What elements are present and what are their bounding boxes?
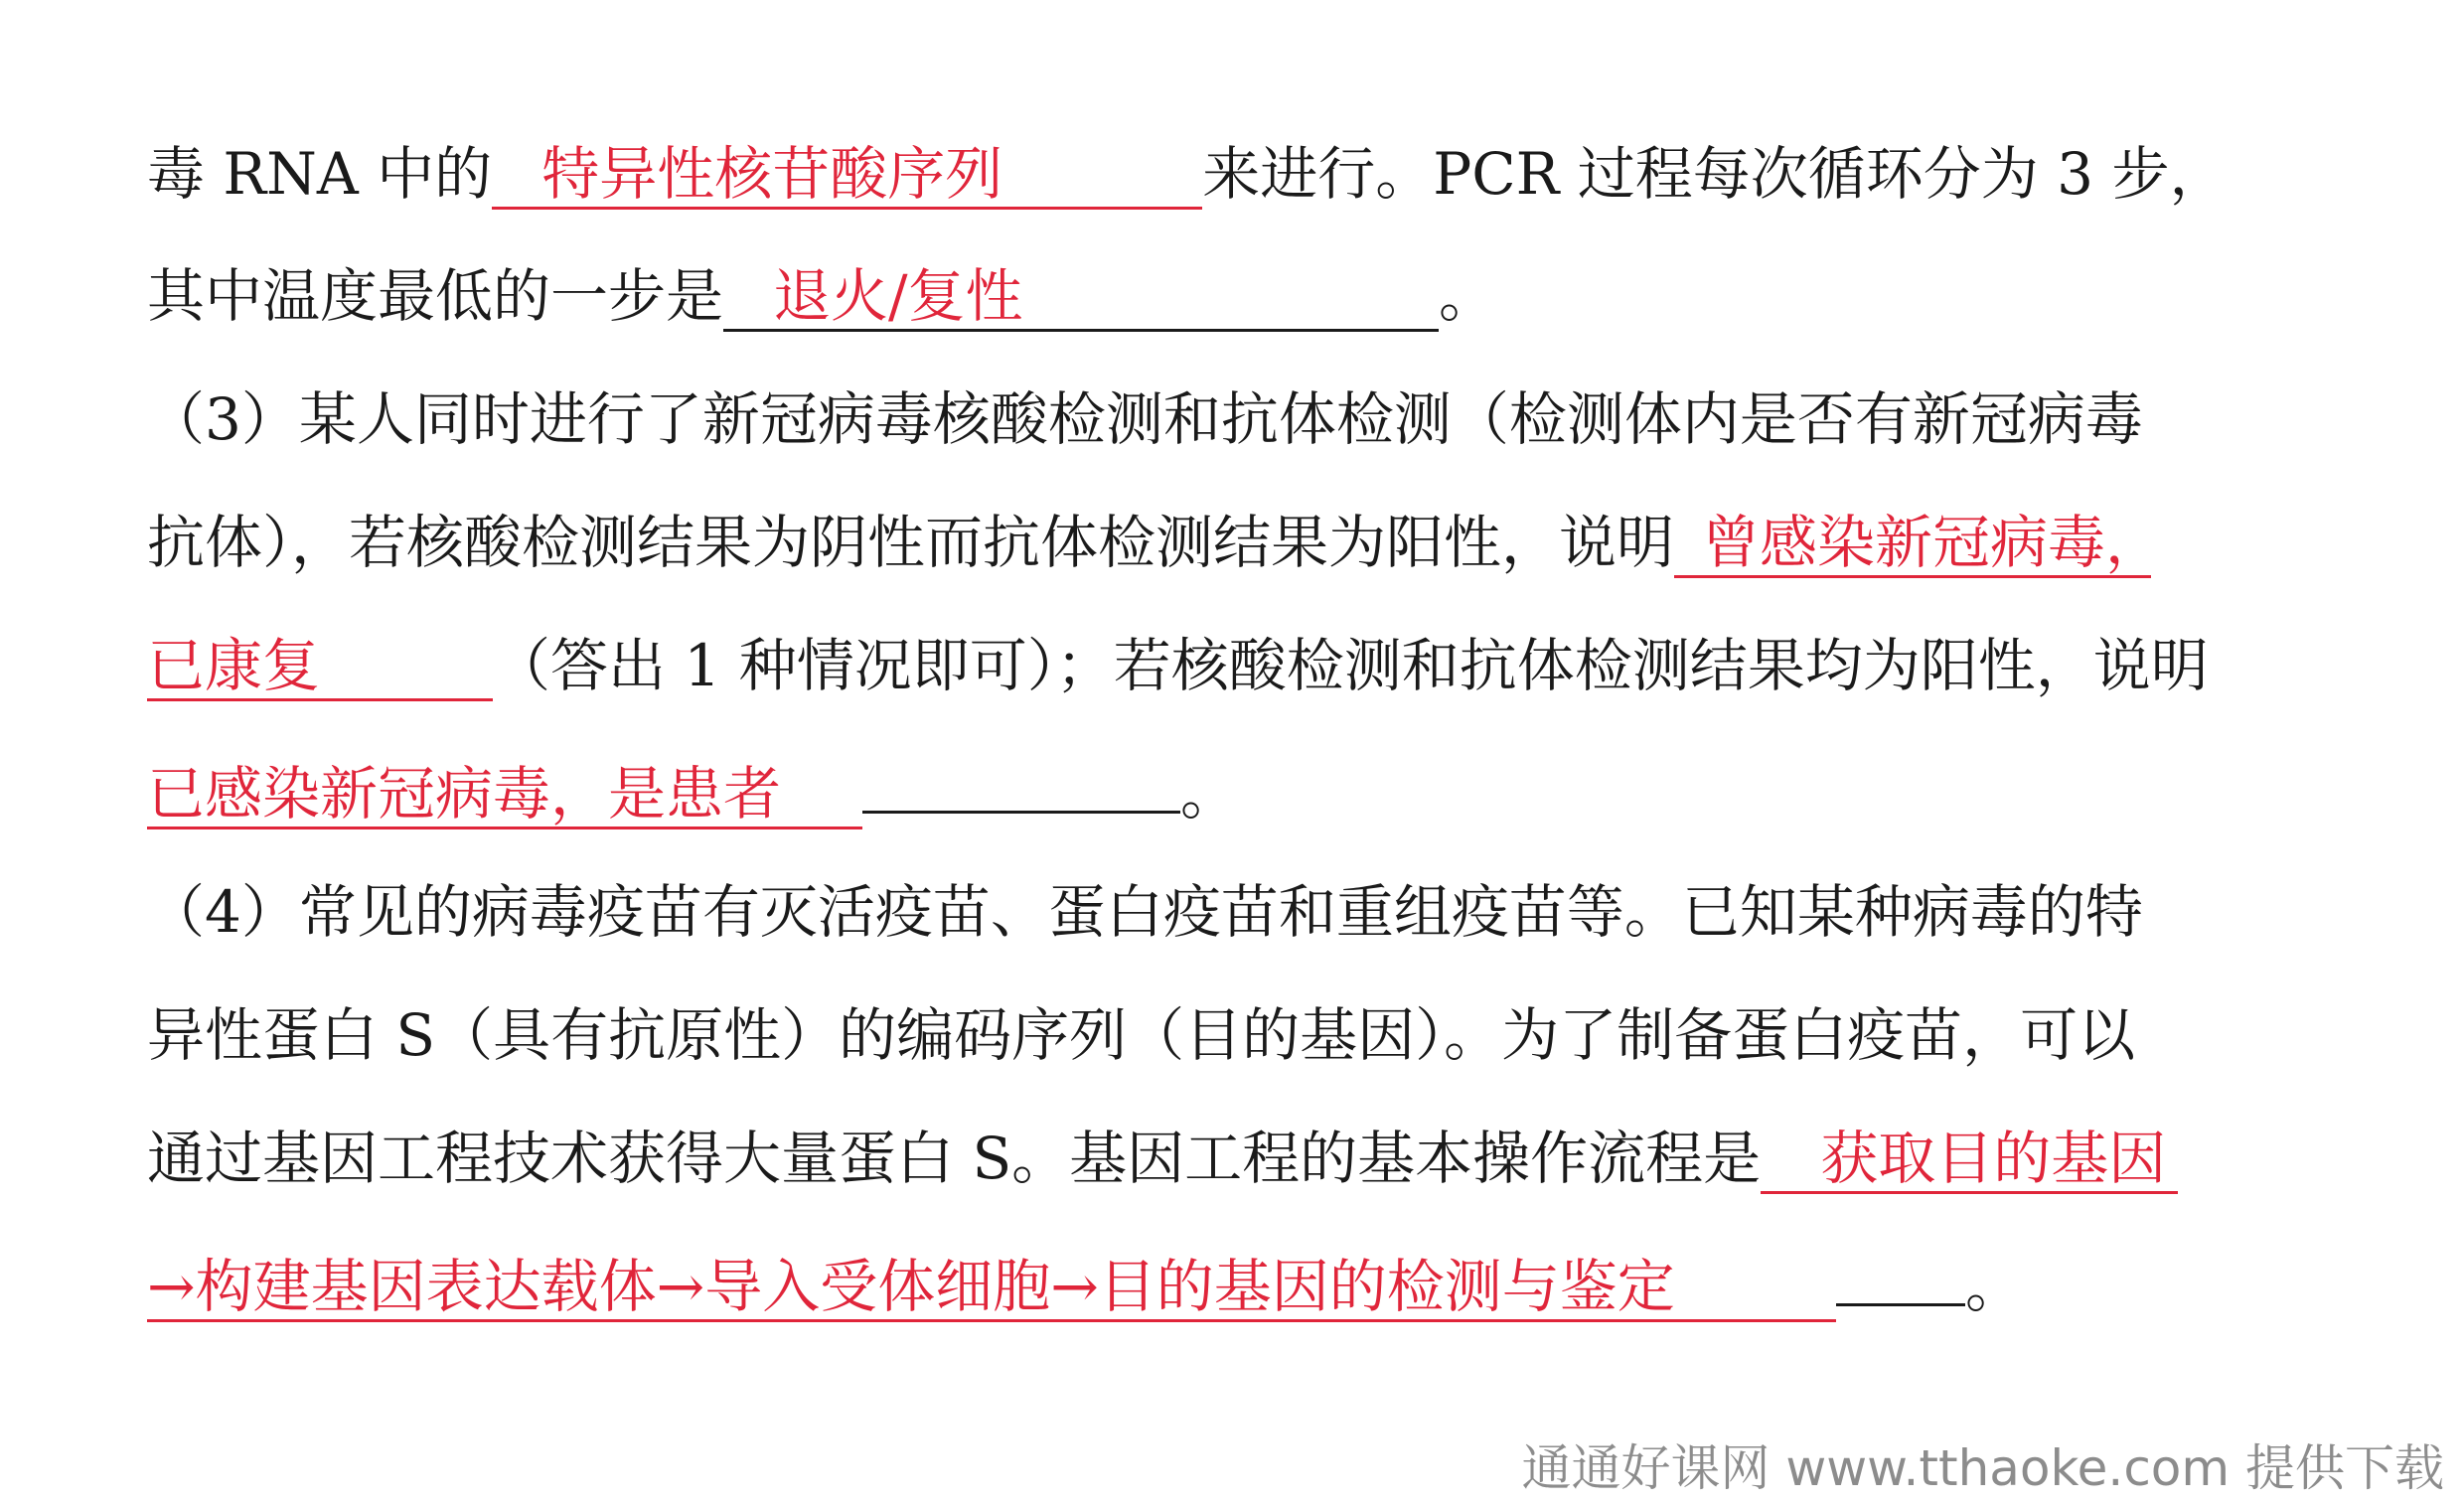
text-line-3 (147, 379, 2323, 459)
answer-3a: 曾感染新冠病毒， (1702, 509, 2164, 576)
line-4-text-a: 抗体），若核酸检测结果为阴性而抗体检测结果为阳性，说明 (147, 509, 1675, 576)
line-8-text: 异性蛋白 S（具有抗原性）的编码序列（目的基因）。为了制备蛋白疫苗，可以 (147, 1001, 2136, 1069)
answer-blank-2 (723, 263, 1439, 332)
line-5-text-b: （答出 1 种情况即可）；若核酸检测和抗体检测结果均为阳性，说明 (493, 632, 2209, 699)
answer-blank-5a (1761, 1126, 2178, 1194)
answer-blank-3a (1674, 509, 2164, 578)
answer-blank-1 (492, 141, 1202, 210)
line-10-text-b: 。 (1965, 1253, 2024, 1320)
line-6-text-b: 。 (1180, 760, 1239, 827)
answer-2: 退火/复性 (773, 262, 1023, 330)
line-1-text-b: 来进行。PCR 过程每次循环分为 3 步， (1202, 140, 2228, 208)
line-2-text-b: 。 (1439, 262, 1497, 330)
answer-blank-4-tail (862, 749, 1180, 814)
text-line-7 (147, 872, 2323, 952)
site-watermark: 通通好课网 www.tthaoke.com 提供下载 (1521, 1439, 2444, 1497)
answer-4: 已感染新冠病毒，是患者 (147, 760, 782, 827)
answer-blank-5b-tail (1836, 1242, 1965, 1306)
text-line-10 (147, 1242, 2323, 1326)
answer-3b: 已康复 (147, 632, 321, 699)
text-line-2 (147, 256, 2323, 336)
answer-blank-5b (147, 1254, 1836, 1322)
line-3-text: （3）某人同时进行了新冠病毒核酸检测和抗体检测（检测体内是否有新冠病毒 (147, 385, 2143, 453)
answer-blank-3b (147, 633, 493, 701)
text-line-4 (147, 503, 2323, 582)
answer-5b: →构建基因表达载体→导入受体细胞→目的基因的检测与鉴定 (147, 1253, 1675, 1320)
answer-5a: 获取目的基因 (1820, 1125, 2167, 1192)
text-line-8 (147, 995, 2323, 1075)
text-line-9 (147, 1119, 2323, 1198)
answer-blank-4 (147, 761, 862, 829)
answer-1: 特异性核苷酸序列 (541, 140, 1003, 208)
text-line-6 (147, 749, 2323, 833)
text-line-1 (147, 134, 2323, 214)
text-line-5 (147, 626, 2323, 705)
line-1-text-a: 毒 RNA 中的 (147, 140, 493, 208)
line-9-text-a: 通过基因工程技术获得大量蛋白 S。基因工程的基本操作流程是 (147, 1125, 1762, 1192)
line-7-text: （4）常见的病毒疫苗有灭活疫苗、蛋白疫苗和重组疫苗等。已知某种病毒的特 (147, 878, 2143, 946)
line-2-text-a: 其中温度最低的一步是 (147, 262, 724, 330)
